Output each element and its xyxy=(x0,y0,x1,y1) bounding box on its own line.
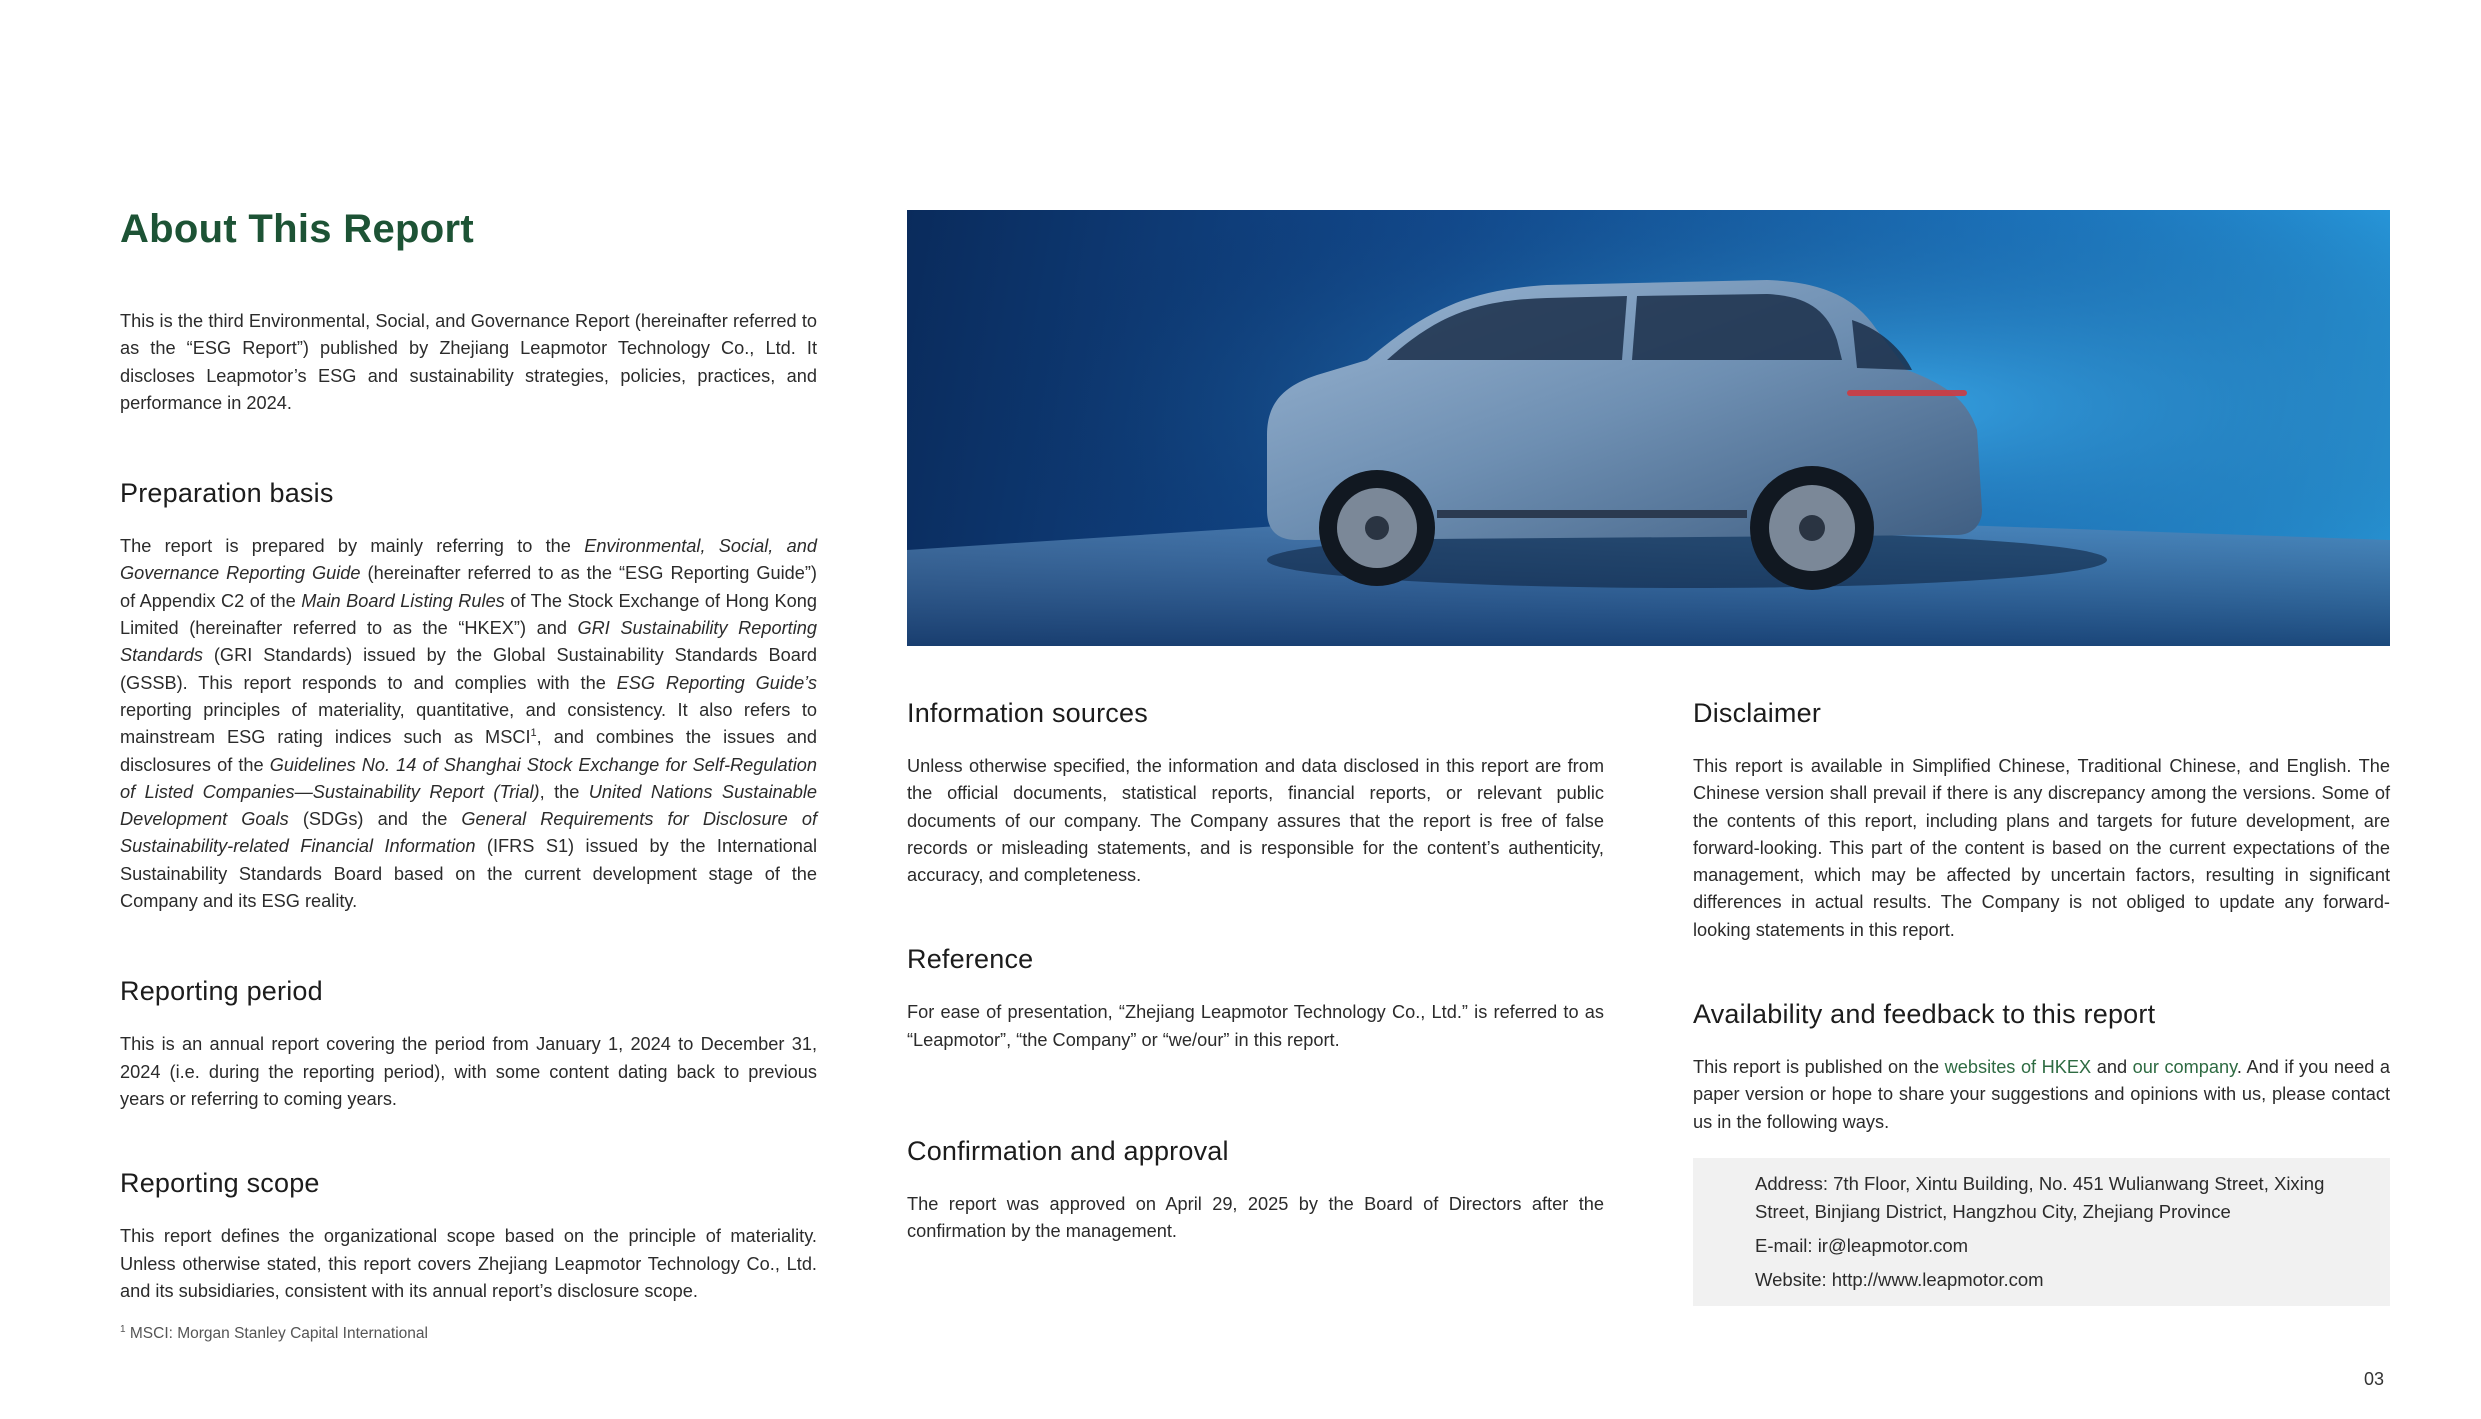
contact-address: Address: 7th Floor, Xintu Building, No. 451 Wulianwang Street, Xixing Street, Binjiang District, Hangzhou City, Zhejiang Province xyxy=(1755,1172,2325,1222)
reporting-period-body: This is an annual report covering the period from January 1, 2024 to December 31, 2024 (i.e. during the reporting period), with some content dating back to previous years or referring to coming years. xyxy=(120,1034,817,1109)
right-column xyxy=(1693,695,2390,1306)
disclaimer-body: This report is available in Simplified Chinese, Traditional Chinese, and English. The Chinese version shall prevail if there is any discrepancy among the versions. Some of the contents of this report, including plans and targets for future development, are forward-looking. This part of the content is based on the current expectations of the management, which may be affected by uncertain factors, resulting in significant differences in actual results. The Company is not obliged to update any forward-looking statements in this report. xyxy=(1693,756,2390,940)
information-sources-body: Unless otherwise specified, the information and data disclosed in this report are from the official documents, statistical reports, financial reports, or relevant public documents of our company. The Company assures that the report is free of false records or misleading statements, and is responsible for the content’s authenticity, accuracy, and completeness. xyxy=(907,756,1604,886)
confirmation-heading: Confirmation and approval xyxy=(907,1136,1229,1167)
footnote: $^1$ MSCI: Morgan Stanley Capital International xyxy=(120,1323,428,1342)
page-number: 03 xyxy=(2364,1369,2385,1389)
contact-box xyxy=(1693,1158,2390,1306)
availability-heading: Availability and feedback to this report xyxy=(1693,999,2156,1030)
intro-paragraph: This is the third Environmental, Social, and Governance Report (hereinafter referred to as the “ESG Report”) published by Zhejiang Leapmotor Technology Co., Ltd. It discloses Leapmotor’s ESG and sustainability strategies, policies, practices, and performance in 2024. xyxy=(120,311,817,413)
middle-column xyxy=(907,695,1604,1246)
reporting-scope-heading: Reporting scope xyxy=(120,1168,320,1199)
page-title: About This Report xyxy=(120,207,474,251)
reporting-scope-body: This report defines the organizational scope based on the principle of materiality. Unless otherwise stated, this report covers Zhejiang Leapmotor Technology Co., Ltd. and its subsidiaries, consistent with its annual report’s disclosure scope. xyxy=(120,1226,817,1301)
footnote-ref: 1 xyxy=(530,727,537,740)
hero-car-image xyxy=(907,210,2390,646)
car-illustration xyxy=(907,210,2390,646)
preparation-basis-heading: Preparation basis xyxy=(120,478,334,509)
left-column xyxy=(120,200,817,1305)
contact-email[interactable]: E-mail: ir@leapmotor.com xyxy=(1755,1234,1969,1256)
disclaimer-heading: Disclaimer xyxy=(1693,698,1822,728)
reporting-period-heading: Reporting period xyxy=(120,976,323,1007)
reference-heading: Reference xyxy=(907,944,1034,975)
preparation-basis-body: The report is prepared by mainly referring to the Environmental, Social, and Governance Reporting Guide (hereinafter referred to as the “ESG Reporting Guide”) of Appendix C2 of the Main Board Listing Rules of The Stock Exchange of Hong Kong Limited (hereinafter referred to as the “HKEX”) and GRI Sustainability Reporting Standards (GRI Standards) issued by the Global Sustainability Standards Board (GSSB). This report responds to and complies with the ESG Reporting Guide’s reporting principles of materiality, quantitative, and consistency. It also refers to mainstream ESG rating indices such as MSCI$^1$, and combines the issues and disclosures of the Guidelines No. 14 of Shanghai Stock Exchange for Self-Regulation of Listed Companies—Sustainability Report (Trial), the United Nations Sustainable Development Goals (SDGs) and the General Requirements for Disclosure of Sustainability-related Financial Information (IFRS S1) issued by the International Sustainability Standards Board based on the current development stage of the Company and its ESG reality. xyxy=(120,536,818,912)
reference-body: For ease of presentation, “Zhejiang Leapmotor Technology Co., Ltd.” is referred to as “Leapmotor”, “the Company” or “we/our” in this report. xyxy=(907,1002,1604,1050)
hkex-website-link[interactable]: websites of HKEX xyxy=(1944,1057,2092,1078)
information-sources-heading: Information sources xyxy=(907,698,1148,728)
availability-body: This report is published on the websites of HKEX and our company. And if you need a paper version or hope to share your suggestions and opinions with us, please contact us in the following ways. xyxy=(1693,1057,2391,1132)
confirmation-body: The report was approved on April 29, 2025 by the Board of Directors after the confirmation by the management. xyxy=(907,1194,1604,1242)
company-website-link[interactable]: our company xyxy=(2132,1057,2237,1078)
contact-website[interactable]: Website: http://www.leapmotor.com xyxy=(1755,1268,2044,1290)
